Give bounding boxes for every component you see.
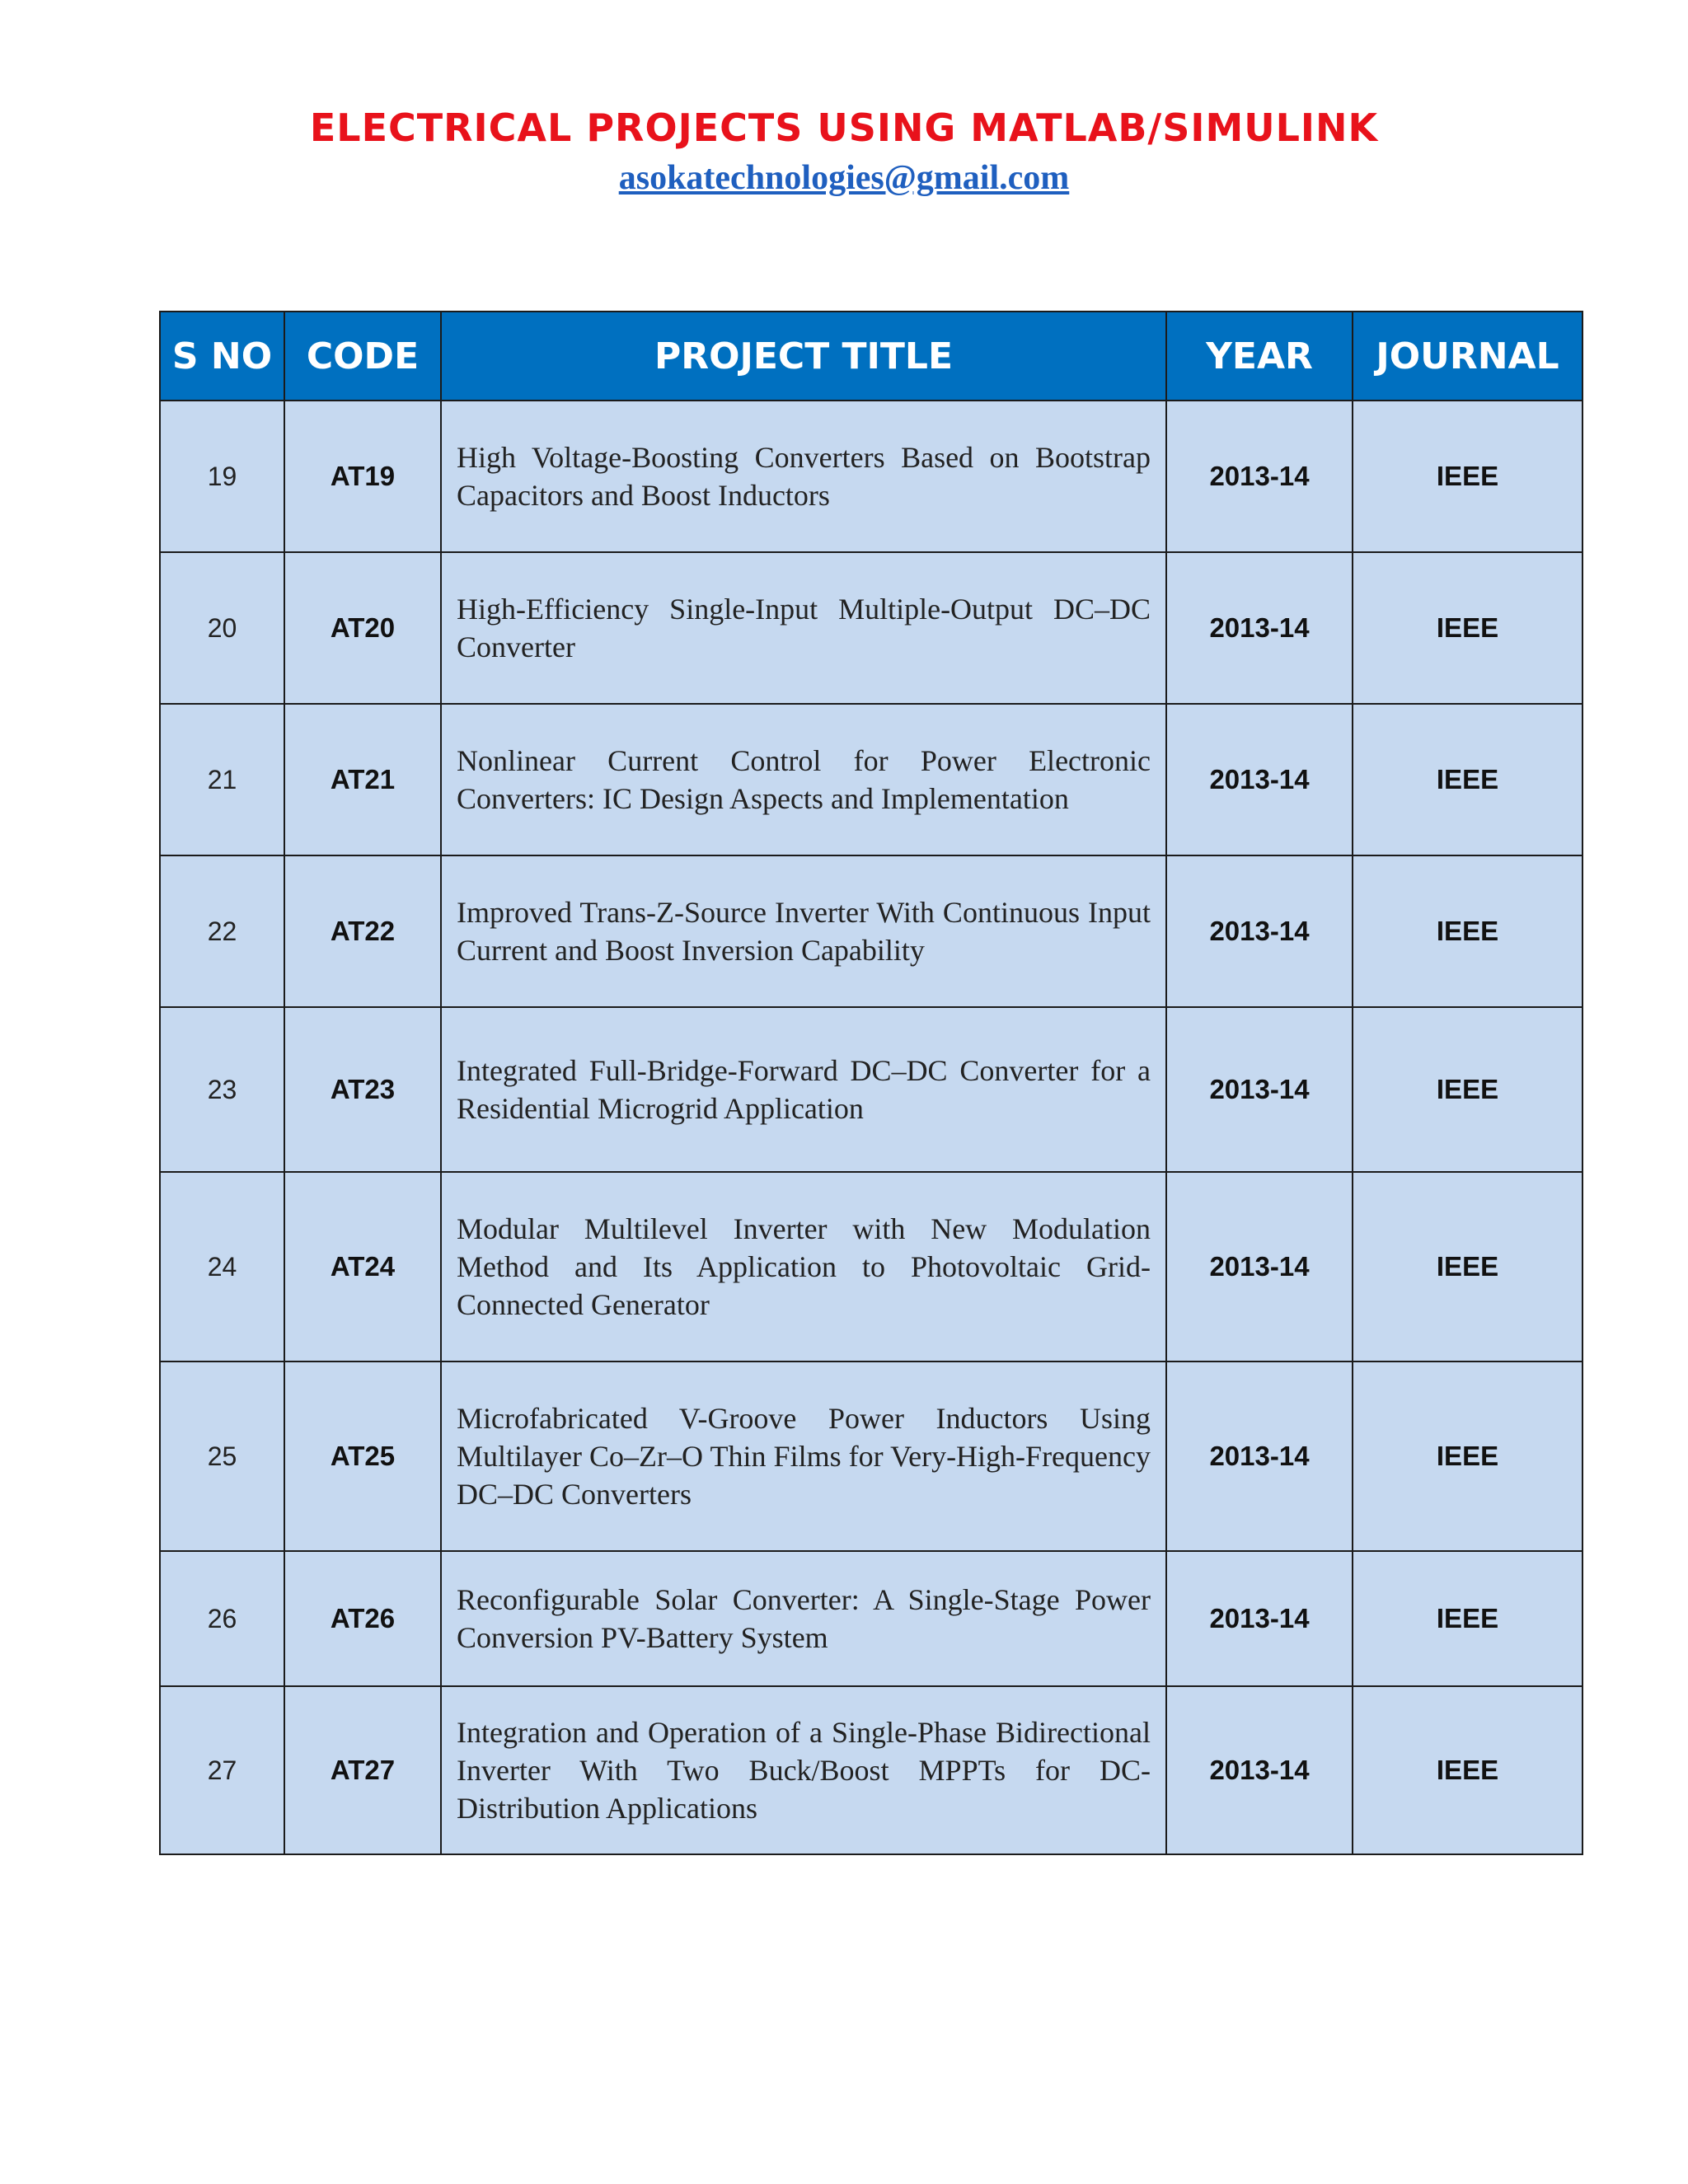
column-header-project-title: PROJECT TITLE [441,312,1166,401]
table-row [160,855,1582,1007]
table-row [160,1361,1582,1551]
cell-project-title: High-Efficiency Single-Input Multiple-Output DC–DC Converter [441,552,1166,704]
cell-sno: 25 [160,1361,284,1551]
cell-code: AT22 [284,855,441,1007]
table-row [160,1551,1582,1686]
cell-sno: 19 [160,401,284,552]
column-header-journal: JOURNAL [1353,312,1582,401]
column-header-code: CODE [284,312,441,401]
cell-journal: IEEE [1353,704,1582,855]
cell-code: AT25 [284,1361,441,1551]
table-row [160,1686,1582,1854]
cell-code: AT21 [284,704,441,855]
cell-journal: IEEE [1353,1686,1582,1854]
cell-sno: 24 [160,1172,284,1361]
cell-year: 2013-14 [1166,1007,1353,1172]
table-row [160,1172,1582,1361]
cell-year: 2013-14 [1166,855,1353,1007]
table-body [160,401,1582,1854]
table-header [160,312,1582,401]
cell-project-title: Integrated Full-Bridge-Forward DC–DC Converter for a Residential Microgrid Application [441,1007,1166,1172]
column-header-sno: S NO [160,312,284,401]
table-row [160,704,1582,855]
cell-code: AT24 [284,1172,441,1361]
cell-year: 2013-14 [1166,552,1353,704]
cell-journal: IEEE [1353,1007,1582,1172]
cell-sno: 22 [160,855,284,1007]
cell-journal: IEEE [1353,1361,1582,1551]
cell-year: 2013-14 [1166,1172,1353,1361]
cell-sno: 20 [160,552,284,704]
document-title: ELECTRICAL PROJECTS USING MATLAB/SIMULINK [309,105,1379,150]
cell-project-title: Modular Multilevel Inverter with New Modulation Method and Its Application to Photovoltaic Grid-Connected Generator [441,1172,1166,1361]
table-row [160,552,1582,704]
cell-project-title: Reconfigurable Solar Converter: A Single-Stage Power Conversion PV-Battery System [441,1551,1166,1686]
cell-journal: IEEE [1353,401,1582,552]
cell-code: AT26 [284,1551,441,1686]
cell-year: 2013-14 [1166,1361,1353,1551]
cell-year: 2013-14 [1166,1551,1353,1686]
cell-sno: 27 [160,1686,284,1854]
cell-code: AT23 [284,1007,441,1172]
cell-year: 2013-14 [1166,401,1353,552]
column-header-year: YEAR [1166,312,1353,401]
cell-code: AT27 [284,1686,441,1854]
cell-year: 2013-14 [1166,1686,1353,1854]
projects-table [159,311,1583,1855]
cell-sno: 21 [160,704,284,855]
cell-sno: 26 [160,1551,284,1686]
cell-journal: IEEE [1353,1172,1582,1361]
cell-project-title: High Voltage-Boosting Converters Based on Bootstrap Capacitors and Boost Inductors [441,401,1166,552]
cell-code: AT19 [284,401,441,552]
header-row [160,312,1582,401]
cell-project-title: Integration and Operation of a Single-Phase Bidirectional Inverter With Two Buck/Boost MPPTs for DC-Distribution Applications [441,1686,1166,1854]
cell-journal: IEEE [1353,855,1582,1007]
cell-project-title: Microfabricated V-Groove Power Inductors Using Multilayer Co–Zr–O Thin Films for Very-High-Frequency DC–DC Converters [441,1361,1166,1551]
cell-project-title: Improved Trans-Z-Source Inverter With Continuous Input Current and Boost Inversion Capability [441,855,1166,1007]
cell-project-title: Nonlinear Current Control for Power Electronic Converters: IC Design Aspects and Implementation [441,704,1166,855]
table-row [160,1007,1582,1172]
contact-email-link[interactable]: asokatechnologies@gmail.com [618,159,1070,197]
cell-journal: IEEE [1353,552,1582,704]
cell-journal: IEEE [1353,1551,1582,1686]
cell-sno: 23 [160,1007,284,1172]
cell-code: AT20 [284,552,441,704]
table-row [160,401,1582,552]
cell-year: 2013-14 [1166,704,1353,855]
